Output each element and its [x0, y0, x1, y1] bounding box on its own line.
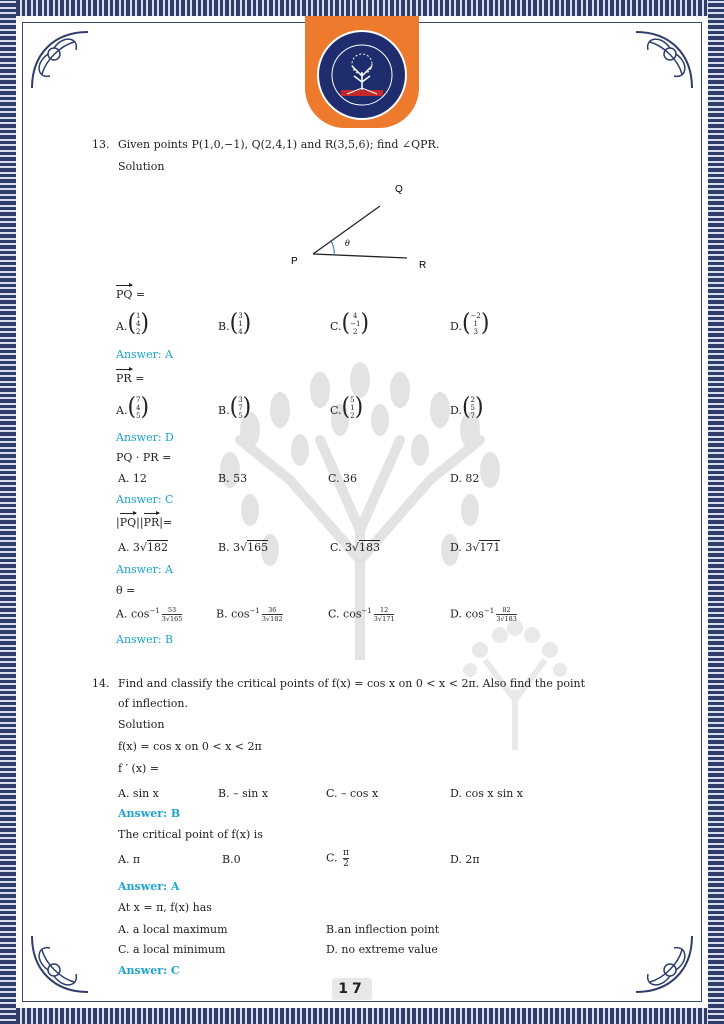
theta-fraction: [496, 606, 517, 623]
critical-point-label: The critical point of f(x) is: [118, 828, 263, 841]
logo-emblem-icon: [317, 30, 407, 120]
pq-vector: PQ: [116, 288, 133, 301]
vector-component: 3: [473, 328, 478, 336]
q13-solution-label: Solution: [118, 160, 165, 173]
fraction-numerator: 12: [374, 606, 395, 615]
q14-derivative-label: f ′ (x) =: [118, 762, 160, 775]
page-number: 17: [332, 978, 372, 1000]
cos-function: cos: [130, 607, 150, 621]
q14-solution-label: Solution: [118, 718, 165, 731]
magnitude-label: |PQ||PR|=: [116, 516, 173, 529]
vector-component: 5: [470, 404, 475, 412]
vector-component: 2: [350, 412, 355, 420]
option-letter: D.: [450, 607, 462, 621]
inverse-exponent: −1: [483, 607, 495, 615]
mag-answer: Answer: A: [116, 563, 174, 576]
column-vector: ( 3 1 4 ): [229, 309, 252, 338]
at-answer: Answer: C: [118, 964, 180, 977]
vector-component: 7: [470, 412, 475, 420]
at-x-pi-label: At x = π, f(x) has: [118, 901, 212, 914]
corner-ornament-icon: [628, 24, 700, 96]
border-left: [0, 0, 16, 1024]
option-letter: C.: [330, 320, 342, 333]
mag-option-d: [450, 541, 500, 555]
vector-component: 3: [238, 396, 243, 404]
mag-option-b: [218, 541, 268, 555]
inverse-exponent: −1: [149, 607, 160, 615]
mag-option-a: [118, 541, 168, 555]
fraction-denominator: 3√165: [161, 615, 183, 624]
radicand: 165: [247, 541, 269, 554]
theta-option-a: [116, 604, 182, 623]
dot-product-label: PQ · PR =: [116, 451, 172, 464]
pq-option-a: [116, 309, 150, 338]
fraction-denominator: 2: [343, 859, 349, 869]
option-letter: D. 3: [450, 541, 473, 554]
option-letter: C.: [330, 404, 342, 417]
at-option-d: D. no extreme value: [326, 943, 438, 956]
fraction-denominator: 3√171: [373, 615, 395, 624]
critical-option-d: D. 2π: [450, 853, 480, 866]
pq-answer: Answer: A: [116, 348, 174, 361]
vector-component: 2: [353, 328, 358, 336]
column-vector: ( −2 1 3 ): [461, 309, 490, 338]
deriv-option-b: B. – sin x: [218, 787, 269, 800]
point-r-label: R: [419, 260, 427, 271]
q14-question-line2: of inflection.: [118, 697, 188, 710]
vector-component: 4: [353, 312, 358, 320]
theta-fraction: [374, 606, 395, 623]
column-vector: ( 5 1 2 ): [341, 393, 364, 422]
pr-option-a: [116, 393, 150, 422]
equals-sign: =: [135, 288, 146, 301]
vector-component: 7: [238, 404, 243, 412]
column-vector: ( 1 4 2 ): [127, 309, 150, 338]
vector-component: −1: [350, 320, 361, 328]
q14-question-line1: Find and classify the critical points of f(x) = cos x on 0 < x < 2π. Also find the point: [118, 677, 586, 690]
option-letter: D.: [450, 320, 462, 333]
school-logo: [305, 16, 419, 128]
pr-vector: PR: [143, 516, 160, 529]
option-letter: A.: [116, 404, 128, 417]
cos-function: cos: [465, 607, 484, 621]
corner-ornament-icon: [24, 928, 96, 1000]
fraction-numerator: 53: [162, 606, 183, 615]
sqrt-icon: √: [139, 541, 147, 554]
sqrt-icon: √: [240, 541, 248, 554]
option-letter: C.: [328, 607, 340, 621]
theta-option-d: [450, 604, 517, 623]
critical-option-a: A. π: [118, 853, 141, 866]
angle-diagram: [285, 178, 445, 273]
fraction-denominator: 3√183: [496, 615, 517, 624]
option-letter: A. 3: [118, 541, 140, 554]
equals-sign: =: [162, 516, 173, 529]
column-vector: ( 7 4 5 ): [127, 393, 150, 422]
deriv-option-a: A. sin x: [118, 787, 159, 800]
pr-option-b: [218, 393, 252, 422]
dot-option-b: B. 53: [218, 472, 248, 485]
inverse-exponent: −1: [249, 607, 260, 615]
option-letter: A.: [116, 320, 128, 333]
pq-option-c: [330, 309, 370, 338]
point-q-label: Q: [395, 184, 403, 195]
critical-answer: Answer: A: [118, 880, 180, 893]
option-letter: B.: [218, 404, 230, 417]
vector-component: 4: [238, 328, 243, 336]
equals-sign: =: [135, 372, 145, 385]
theta-label: θ: [345, 239, 350, 248]
option-letter: B.: [216, 607, 228, 621]
pi-over-2-fraction: [343, 848, 349, 869]
vector-component: −2: [470, 312, 481, 320]
critical-option-b: B.0: [222, 853, 241, 866]
theta-equals-label: θ =: [116, 584, 136, 597]
point-p-label: P: [291, 256, 298, 267]
critical-option-c: [326, 848, 349, 869]
q14-number: 14.: [92, 677, 110, 690]
at-option-c: C. a local minimum: [118, 943, 226, 956]
theta-fraction: [262, 606, 283, 623]
vector-component: 1: [238, 320, 243, 328]
corner-ornament-icon: [24, 24, 96, 96]
pq-label-line: [116, 288, 145, 302]
option-letter: C.: [326, 851, 338, 865]
border-bottom: [0, 1008, 724, 1024]
cos-function: cos: [343, 607, 362, 621]
angle-arc: [331, 241, 334, 255]
pr-label-line: [116, 372, 144, 386]
at-option-a: A. a local maximum: [118, 923, 228, 936]
q14-given: f(x) = cos x on 0 < x < 2π: [118, 740, 262, 753]
radicand: 182: [146, 541, 168, 554]
column-vector: ( 2 5 7 ): [461, 393, 484, 422]
sqrt-icon: √: [352, 541, 360, 554]
q13-question: Given points P(1,0,−1), Q(2,4,1) and R(3,5,6); find ∠QPR.: [118, 138, 440, 151]
vector-component: 3: [238, 312, 243, 320]
vector-component: 2: [136, 328, 141, 336]
border-top: [0, 0, 724, 16]
fraction-numerator: 36: [262, 606, 283, 615]
corner-ornament-icon: [628, 928, 700, 1000]
radicand: 171: [479, 541, 501, 554]
inverse-exponent: −1: [361, 607, 372, 615]
vector-component: 1: [473, 320, 478, 328]
vector-component: 5: [136, 412, 141, 420]
border-right: [708, 0, 724, 1024]
vector-component: 1: [136, 312, 141, 320]
deriv-option-c: C. – cos x: [326, 787, 379, 800]
theta-option-c: [328, 604, 394, 623]
vector-component: 2: [470, 396, 475, 404]
cos-function: cos: [231, 607, 250, 621]
pq-option-d: [450, 309, 490, 338]
dot-option-d: D. 82: [450, 472, 480, 485]
theta-answer: Answer: B: [116, 633, 174, 646]
vector-component: 5: [350, 396, 355, 404]
theta-option-b: [216, 604, 283, 623]
vector-component: 5: [238, 412, 243, 420]
dot-answer: Answer: C: [116, 493, 174, 506]
segment-pr: [313, 254, 407, 258]
dot-option-a: A. 12: [118, 472, 147, 485]
column-vector: ( 4 −1 2 ): [341, 309, 370, 338]
option-letter: B.: [218, 320, 230, 333]
sqrt-icon: √: [472, 541, 480, 554]
vector-component: 4: [136, 404, 141, 412]
pq-option-b: [218, 309, 252, 338]
pq-vector: PQ: [119, 516, 137, 529]
option-letter: B. 3: [218, 541, 241, 554]
option-letter: A.: [116, 607, 128, 621]
dot-option-c: C. 36: [328, 472, 358, 485]
q13-number: 13.: [92, 138, 110, 151]
pr-vector: PR: [116, 372, 132, 385]
fraction-numerator: 82: [496, 606, 517, 615]
vector-component: 1: [350, 404, 355, 412]
deriv-option-d: D. cos x sin x: [450, 787, 523, 800]
mag-option-c: [330, 541, 380, 555]
pr-option-d: [450, 393, 484, 422]
theta-fraction: [162, 606, 183, 623]
vector-component: 4: [136, 320, 141, 328]
vector-component: 7: [136, 396, 141, 404]
column-vector: ( 3 7 5 ): [229, 393, 252, 422]
pr-answer: Answer: D: [116, 431, 174, 444]
radicand: 183: [359, 541, 381, 554]
pr-option-c: [330, 393, 364, 422]
at-option-b: B.an inflection point: [326, 923, 440, 936]
option-letter: C. 3: [330, 541, 353, 554]
deriv-answer: Answer: B: [118, 807, 181, 820]
fraction-denominator: 3√182: [261, 615, 283, 624]
fraction-numerator: π: [343, 848, 349, 858]
option-letter: D.: [450, 404, 462, 417]
